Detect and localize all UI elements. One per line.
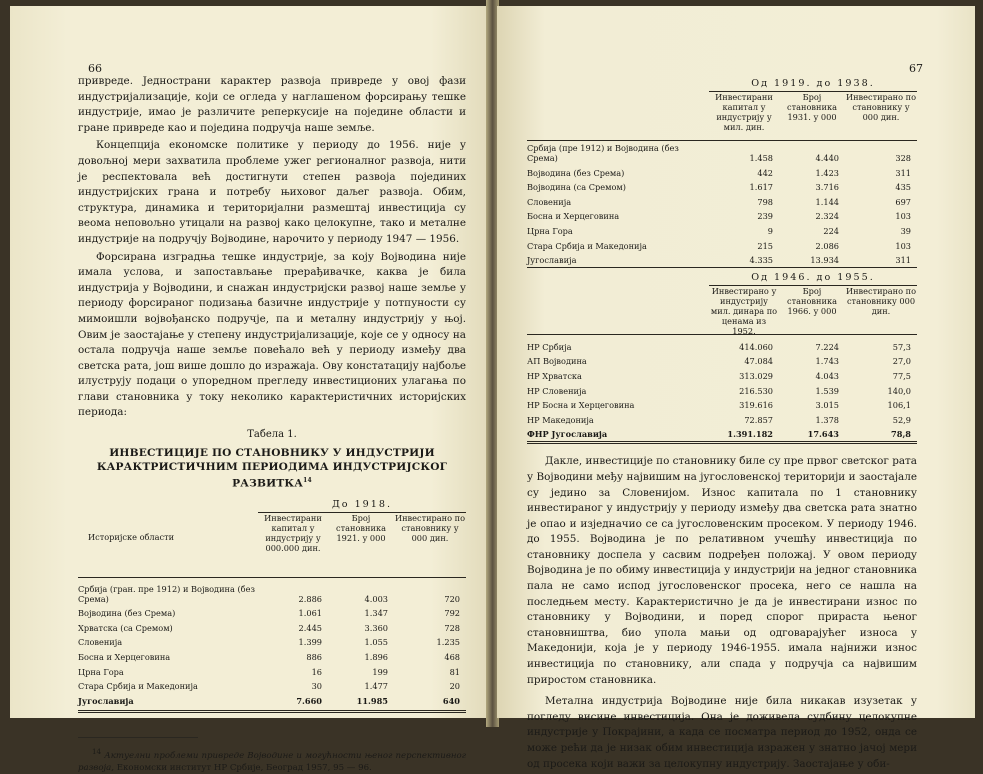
period-heading: Од 1919. до 1938. bbox=[709, 76, 917, 92]
cell-value: 57,3 bbox=[892, 341, 911, 352]
cell-value: 4.440 bbox=[815, 153, 839, 163]
footnote-rule bbox=[78, 737, 198, 738]
row-label: Словенија bbox=[527, 196, 572, 207]
cell-value: 224 bbox=[823, 225, 839, 236]
divider bbox=[527, 441, 917, 444]
table-row bbox=[527, 221, 917, 236]
row-label: НР Босна и Херцеговина bbox=[527, 400, 635, 411]
table-1-part-1 bbox=[78, 497, 466, 713]
table-row bbox=[527, 352, 917, 367]
cell-value: 1.347 bbox=[364, 608, 388, 619]
table-title-text: ИНВЕСТИЦИЈЕ ПО СТАНОВНИКУ У ИНДУСТРИЈИ КАРАКТРИСТИЧНИМ ПЕРИОДИМА ИНДУСТРИЈСКОГ РАЗВИТКА bbox=[96, 447, 448, 490]
cell-value: 1.896 bbox=[364, 651, 388, 662]
row-label: Црна Гора bbox=[527, 225, 573, 236]
cell-value: 52,9 bbox=[892, 414, 911, 425]
cell-value: 414.060 bbox=[739, 341, 773, 352]
cell-value: 4.335 bbox=[749, 255, 773, 266]
row-label: Стара Србија и Македонија bbox=[78, 681, 198, 692]
cell-value: 39 bbox=[900, 225, 911, 236]
column-header: Број становника 1931. у 000 bbox=[787, 92, 837, 122]
row-label: Црна Гора bbox=[78, 666, 124, 677]
divider bbox=[527, 140, 917, 141]
data-table bbox=[527, 337, 917, 439]
column-header: Инвестирано по становнику 000 дин. bbox=[845, 286, 917, 317]
row-label: Словенија bbox=[78, 637, 123, 648]
row-label: Босна и Херцеговина bbox=[527, 211, 620, 222]
left-page bbox=[10, 6, 488, 773]
table-row bbox=[527, 381, 917, 396]
cell-value: 7.224 bbox=[815, 341, 839, 352]
cell-value: 313.029 bbox=[739, 370, 773, 381]
cell-value: 697 bbox=[895, 196, 911, 207]
footnote-source: Економски институт НР Србије, Београд 1957, 95 — 96. bbox=[116, 762, 372, 773]
cell-value: 4.003 bbox=[364, 593, 388, 604]
table-row bbox=[527, 337, 917, 352]
cell-value: 1.458 bbox=[749, 153, 773, 163]
table-title bbox=[78, 446, 466, 491]
cell-value: 1.061 bbox=[298, 608, 322, 619]
cell-value: 1.144 bbox=[815, 196, 839, 207]
row-header: Историјске области bbox=[88, 531, 175, 542]
cell-value: 468 bbox=[444, 651, 460, 662]
cell-value: 2.445 bbox=[298, 622, 322, 633]
cell-value: 728 bbox=[444, 622, 460, 633]
cell-value: 103 bbox=[895, 240, 911, 251]
column-header: Инвестирани капитал у индустрију у мил. дин. bbox=[715, 92, 773, 132]
cell-value: 16 bbox=[311, 666, 322, 677]
row-label: Србија (пре 1912) и Војводина (без Срема) bbox=[527, 143, 679, 163]
cell-value: 140,0 bbox=[887, 385, 911, 396]
cell-value: 2.324 bbox=[815, 211, 839, 222]
cell-value: 72.857 bbox=[744, 414, 773, 425]
footnote-mark: 14 bbox=[303, 477, 312, 485]
row-label: Југославија bbox=[527, 255, 577, 266]
column-header: Инвестирано у индустрију мил. динара по ценама из 1952. bbox=[710, 286, 778, 337]
cell-value: 77,5 bbox=[892, 370, 911, 381]
divider bbox=[527, 267, 917, 268]
cell-value: 7.660 bbox=[296, 695, 322, 706]
table-row bbox=[527, 410, 917, 425]
column-header: Инвестирано по становнику у 000 дин. bbox=[845, 92, 917, 122]
cell-value: 328 bbox=[895, 153, 911, 163]
column-header: Инвестирано по становнику у 000 дин. bbox=[394, 512, 466, 543]
row-label: Војводина (без Срема) bbox=[78, 608, 176, 619]
row-label: Босна и Херцеговина bbox=[78, 651, 171, 662]
table-row bbox=[78, 618, 466, 633]
table-1-part-2 bbox=[527, 76, 917, 444]
cell-value: 1.235 bbox=[436, 637, 460, 648]
paragraph: Концепција економске политике у периоду до 1956. није у довољној мери захватила проблеме ужег регионалног развоја, нити је респектовала већ достигнути степен развоја појединих индустријских грана и потребу њиховог даљег развоја. Обим, структура, динамика и територијални размештај инвестиција су веома неповољно утицали на развој како целокупне, тако и металне индустрије на подручју Војводине, нарочито у периоду 1947 — 1956. bbox=[78, 139, 466, 245]
table-row bbox=[78, 633, 466, 648]
row-label: Војводина (са Сремом) bbox=[527, 182, 626, 193]
cell-value: 3.360 bbox=[364, 622, 388, 633]
column-header: Инвестирани капитал у индустрију у 000.000 дин. bbox=[264, 512, 322, 553]
cell-value: 47.084 bbox=[744, 356, 773, 367]
row-label: ФНР Југославија bbox=[527, 429, 608, 440]
data-table bbox=[78, 584, 466, 706]
divider bbox=[78, 577, 466, 578]
right-body-text bbox=[527, 454, 917, 772]
cell-value: 13.934 bbox=[810, 255, 839, 266]
cell-value: 27,0 bbox=[892, 356, 911, 367]
cell-value: 81 bbox=[449, 666, 460, 677]
divider bbox=[527, 334, 917, 335]
column-header: Број становника 1921. у 000 bbox=[336, 512, 386, 543]
row-label: Стара Србија и Македонија bbox=[527, 240, 647, 251]
cell-value: 792 bbox=[444, 608, 460, 619]
cell-value: 215 bbox=[757, 240, 773, 251]
footnote-number: 14 bbox=[92, 746, 102, 756]
table-row bbox=[78, 691, 466, 706]
page-number-left: 66 bbox=[88, 62, 102, 75]
row-label: Хрватска (са Сремом) bbox=[78, 622, 173, 633]
cell-value: 2.886 bbox=[298, 593, 322, 604]
table-header bbox=[527, 286, 917, 337]
cell-value: 4.043 bbox=[815, 370, 839, 381]
cell-value: 798 bbox=[757, 196, 773, 207]
cell-value: 720 bbox=[444, 593, 460, 604]
cell-value: 1.539 bbox=[815, 385, 839, 396]
row-label: Србија (гран. пре 1912) и Војводина (без Срема) bbox=[78, 583, 255, 604]
column-header: Број становника 1966. у 000 bbox=[787, 286, 837, 317]
cell-value: 30 bbox=[311, 681, 322, 692]
table-row bbox=[78, 584, 466, 604]
paragraph: Форсирана изградња тешке индустрије, за коју Војводина није имала услова, и запостављање прерађивачке, каква је била индустрија у Војводини, и снажан индустријски развој наше земље у периоду форсираног подизања базичне индустрије у потпуности су мимоишли војвођанско подручје, па и металну индустрију у њој. Овим је заостајање у степену индустријализације, које се у односу на остала подручја наше земље повећало већ у периоду између два светска рата, још више дошло до изражаја. Ову констатацију најбоље илуструју подаци о упоредном прегледу инвестиционих улагања по глави становника у току неколико карактеристичних историјских периода: bbox=[78, 250, 466, 419]
cell-value: 3.716 bbox=[815, 182, 839, 193]
table-row bbox=[527, 143, 917, 163]
cell-value: 1.617 bbox=[749, 182, 773, 193]
cell-value: 20 bbox=[449, 681, 460, 692]
table-row bbox=[527, 425, 917, 440]
cell-value: 11.985 bbox=[356, 695, 388, 706]
cell-value: 442 bbox=[757, 167, 773, 178]
table-row bbox=[527, 178, 917, 193]
cell-value: 9 bbox=[767, 225, 773, 236]
footnote-title: Актуелни проблеми привреде Војводине и могућности њеног перспективног развоја, bbox=[78, 750, 466, 773]
page-number-right: 67 bbox=[909, 62, 923, 75]
table-row bbox=[527, 396, 917, 411]
cell-value: 103 bbox=[895, 211, 911, 222]
table-row bbox=[527, 251, 917, 266]
data-table bbox=[527, 143, 917, 265]
cell-value: 239 bbox=[757, 211, 773, 222]
cell-value: 1.055 bbox=[364, 637, 388, 648]
table-caption: Табела 1. bbox=[247, 429, 297, 441]
paragraph: привреде. Једнострани карактер развоја привреде у овој фази индустријализације, који се огледа у наглашеном форсирању тешке индустрије, имао је различите реперкусије на поједине области и гране привреде као и поједина подручја наше земље. bbox=[78, 75, 466, 134]
left-body-text bbox=[78, 74, 466, 421]
cell-value: 311 bbox=[895, 167, 911, 178]
row-label: АП Војводина bbox=[527, 356, 587, 367]
table-row bbox=[527, 236, 917, 251]
row-label: Југославија bbox=[78, 695, 134, 706]
right-page bbox=[497, 6, 975, 770]
cell-value: 17.643 bbox=[807, 429, 839, 440]
table-row bbox=[527, 192, 917, 207]
cell-value: 1.743 bbox=[815, 356, 839, 367]
table-row bbox=[78, 647, 466, 662]
cell-value: 3.015 bbox=[815, 400, 839, 411]
cell-value: 1.378 bbox=[815, 414, 839, 425]
table-row bbox=[78, 604, 466, 619]
cell-value: 1.391.182 bbox=[727, 429, 773, 440]
cell-value: 640 bbox=[442, 695, 460, 706]
period-heading: До 1918. bbox=[258, 497, 466, 513]
table-row bbox=[527, 207, 917, 222]
row-label: Војводина (без Срема) bbox=[527, 167, 625, 178]
cell-value: 311 bbox=[895, 255, 911, 266]
cell-value: 435 bbox=[895, 182, 911, 193]
row-label: НР Македонија bbox=[527, 414, 594, 425]
cell-value: 78,8 bbox=[891, 429, 911, 440]
cell-value: 199 bbox=[372, 666, 388, 677]
period-heading: Од 1946. до 1955. bbox=[709, 270, 917, 286]
cell-value: 1.477 bbox=[364, 681, 388, 692]
cell-value: 319.616 bbox=[739, 400, 773, 411]
cell-value: 886 bbox=[306, 651, 322, 662]
row-label: НР Србија bbox=[527, 341, 572, 352]
paragraph: Дакле, инвестиције по становнику биле су пре првог светског рата у Војводини међу највишим на југословенској територији и заостајале су једино за Словенијом. Износ капитала по 1 становнику инвестираног у индустрију у периоду између два светска рата знатно је опао и изједначио се са југословенским просеком. У периоду 1946. до 1955. Војводина је по релативном учешћу инвестиција по становнику доспела у сасвим подређен положај. У овом периоду Војводина је по обиму инвестиција у индустрији на једног становника пала не само испод југословенског просека, него се нашла на последњем месту. Карактеристично је да је инвестирани износ по становнику у Војводини, и поред спорог прираста њеног становништва, био упола мањи од одговарајућег износа у Македонији, која је у периоду 1946-1955. имала најнижи износ инвестиција по становнику, али спада у подручја са највишим приростом становника. bbox=[527, 455, 917, 686]
cell-value: 1.423 bbox=[815, 167, 839, 178]
table-header bbox=[78, 513, 466, 561]
divider bbox=[78, 710, 466, 713]
footnote bbox=[78, 746, 466, 774]
cell-value: 106,1 bbox=[887, 400, 911, 411]
table-row bbox=[78, 677, 466, 692]
table-row bbox=[527, 163, 917, 178]
row-label: НР Хрватска bbox=[527, 370, 582, 381]
cell-value: 2.086 bbox=[815, 240, 839, 251]
table-row bbox=[527, 366, 917, 381]
cell-value: 1.399 bbox=[298, 637, 322, 648]
paragraph: Метална индустрија Војводине није била никакав изузетак у погледу висине инвестиција. Она је доживела судбину целокупне индустрије у Покрајини, а када се посматра период до 1952, онда се може рећи да је низак обим инвестиција изражен у знатно јачој мери од просека који важи за целокупну индустрију. Заостајање у оби- bbox=[527, 695, 917, 770]
row-label: НР Словенија bbox=[527, 385, 587, 396]
table-header bbox=[527, 92, 917, 136]
table-row bbox=[78, 662, 466, 677]
cell-value: 216.530 bbox=[739, 385, 773, 396]
